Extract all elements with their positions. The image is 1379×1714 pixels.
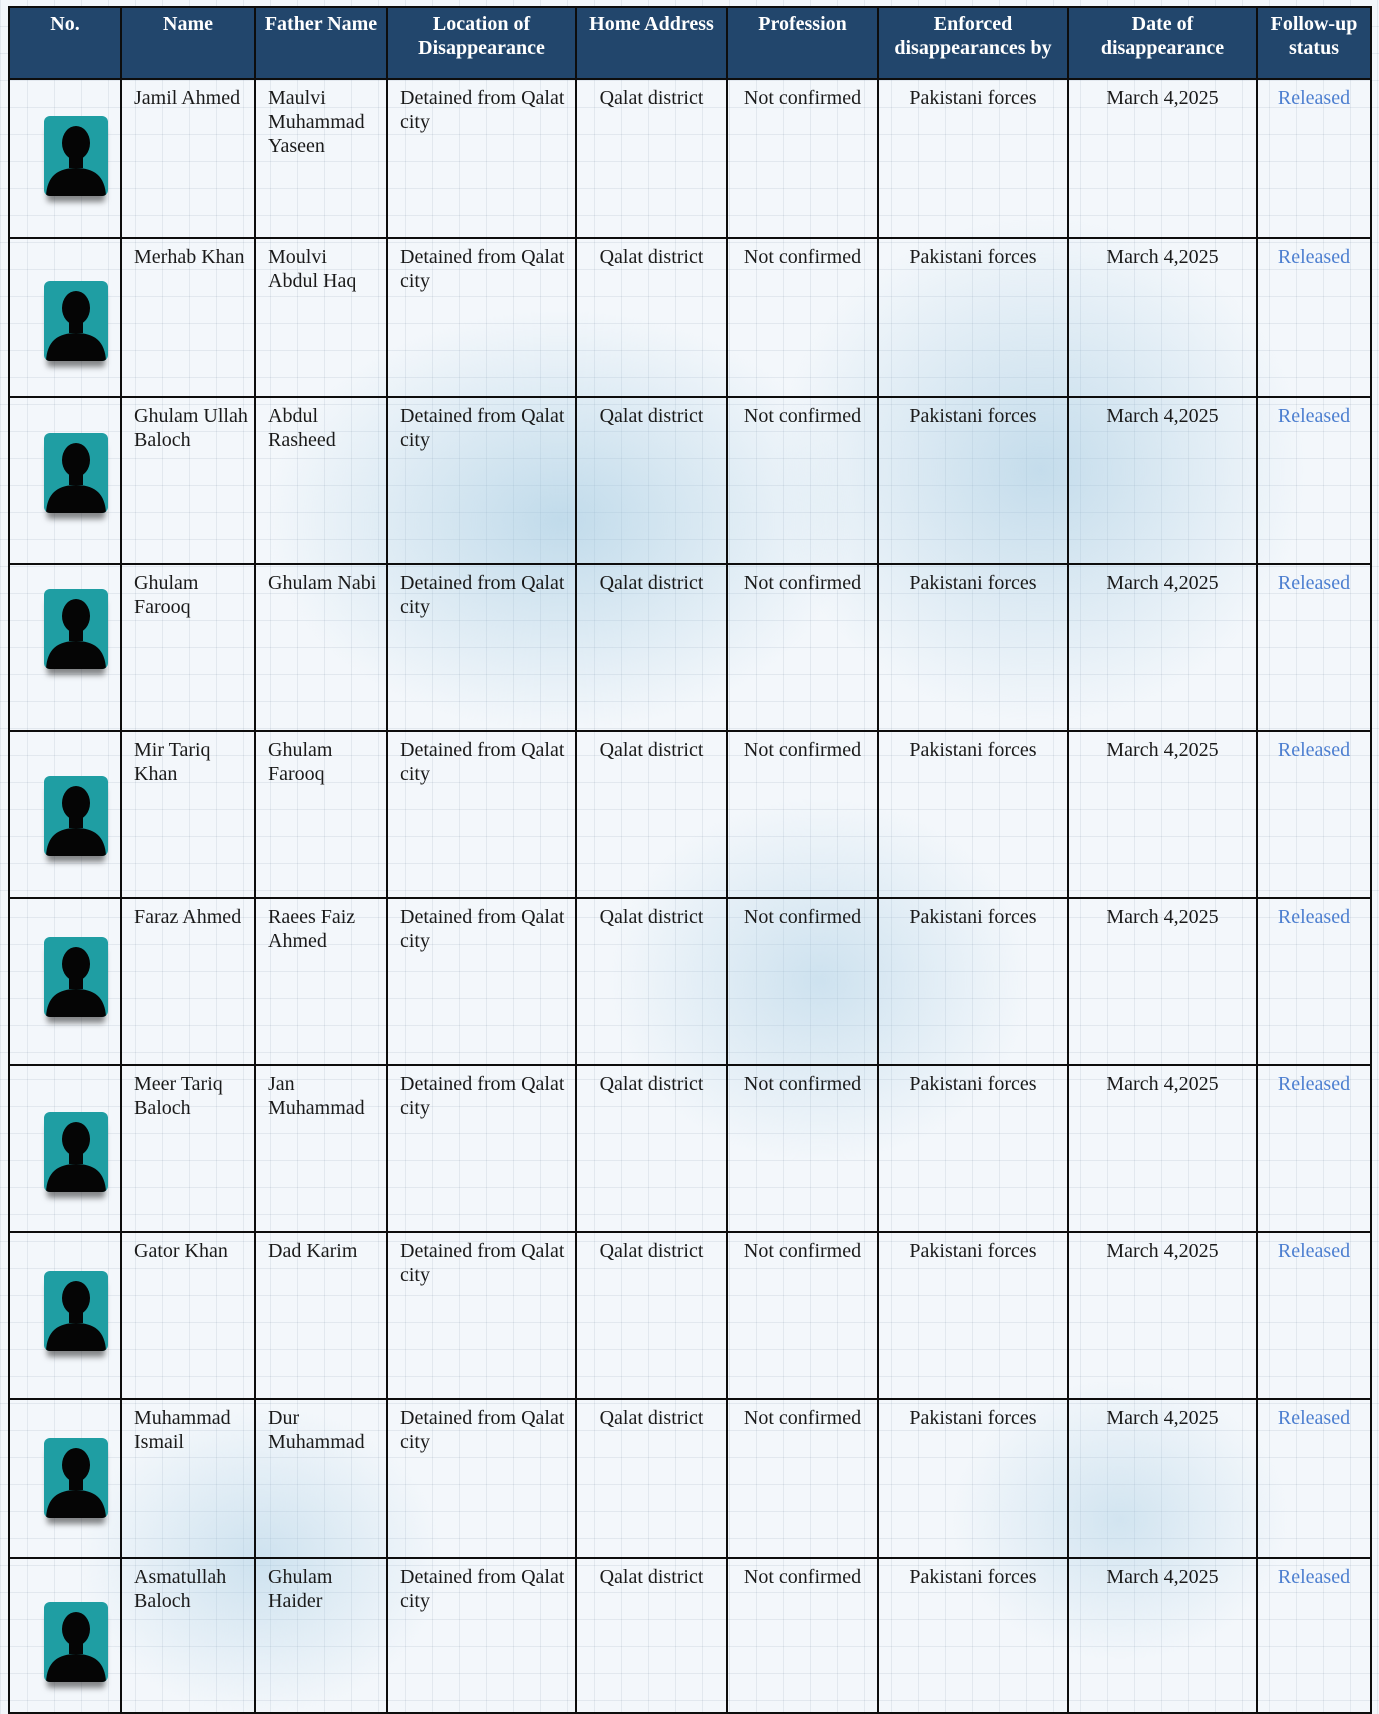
cell-status: Released xyxy=(1257,1558,1371,1713)
cell-no xyxy=(9,397,121,564)
avatar-silhouette-icon xyxy=(44,116,108,196)
cell-status: Released xyxy=(1257,79,1371,238)
table-row xyxy=(9,731,1371,898)
cell-home-address: Qalat district xyxy=(576,1399,727,1558)
table-row xyxy=(9,1065,1371,1232)
header-name: Name xyxy=(121,7,255,79)
cell-profession: Not confirmed xyxy=(727,1065,878,1232)
cell-date: March 4,2025 xyxy=(1068,1558,1257,1713)
avatar-silhouette-icon xyxy=(44,281,108,361)
cell-location: Detained from Qalat city xyxy=(387,79,576,238)
cell-no xyxy=(9,1399,121,1558)
cell-profession: Not confirmed xyxy=(727,238,878,397)
header-enforced-by: Enforced disappearances by xyxy=(878,7,1068,79)
cell-no xyxy=(9,564,121,731)
cell-name: Gator Khan xyxy=(121,1232,255,1399)
cell-home-address: Qalat district xyxy=(576,1232,727,1399)
table-row xyxy=(9,1558,1371,1713)
table-row xyxy=(9,79,1371,238)
cell-father-name: Dur Muhammad xyxy=(255,1399,387,1558)
cell-status: Released xyxy=(1257,397,1371,564)
cell-enforced-by: Pakistani forces xyxy=(878,1558,1068,1713)
cell-name: Faraz Ahmed xyxy=(121,898,255,1065)
cell-date: March 4,2025 xyxy=(1068,898,1257,1065)
cell-no xyxy=(9,238,121,397)
cell-location: Detained from Qalat city xyxy=(387,238,576,397)
cell-location: Detained from Qalat city xyxy=(387,731,576,898)
table-row xyxy=(9,564,1371,731)
header-date: Date of disappearance xyxy=(1068,7,1257,79)
cell-enforced-by: Pakistani forces xyxy=(878,238,1068,397)
cell-profession: Not confirmed xyxy=(727,397,878,564)
cell-date: March 4,2025 xyxy=(1068,238,1257,397)
table-row xyxy=(9,1399,1371,1558)
cell-status: Released xyxy=(1257,238,1371,397)
cell-no xyxy=(9,79,121,238)
cell-profession: Not confirmed xyxy=(727,731,878,898)
cell-location: Detained from Qalat city xyxy=(387,397,576,564)
disappearances-table xyxy=(8,6,1372,1714)
avatar-silhouette-icon xyxy=(44,1438,108,1518)
table-row xyxy=(9,238,1371,397)
avatar-silhouette-icon xyxy=(44,1271,108,1351)
cell-home-address: Qalat district xyxy=(576,898,727,1065)
cell-location: Detained from Qalat city xyxy=(387,1065,576,1232)
header-row xyxy=(9,7,1371,79)
cell-enforced-by: Pakistani forces xyxy=(878,1065,1068,1232)
cell-no xyxy=(9,898,121,1065)
cell-father-name: Maulvi Muhammad Yaseen xyxy=(255,79,387,238)
header-home-address: Home Address xyxy=(576,7,727,79)
cell-name: Ghulam Ullah Baloch xyxy=(121,397,255,564)
cell-profession: Not confirmed xyxy=(727,79,878,238)
cell-date: March 4,2025 xyxy=(1068,564,1257,731)
cell-location: Detained from Qalat city xyxy=(387,898,576,1065)
cell-home-address: Qalat district xyxy=(576,79,727,238)
avatar-silhouette-icon xyxy=(44,433,108,513)
cell-name: Jamil Ahmed xyxy=(121,79,255,238)
cell-father-name: Abdul Rasheed xyxy=(255,397,387,564)
avatar-silhouette-icon xyxy=(44,1112,108,1192)
cell-date: March 4,2025 xyxy=(1068,397,1257,564)
cell-location: Detained from Qalat city xyxy=(387,1232,576,1399)
cell-father-name: Ghulam Farooq xyxy=(255,731,387,898)
cell-profession: Not confirmed xyxy=(727,1558,878,1713)
cell-profession: Not confirmed xyxy=(727,1399,878,1558)
cell-status: Released xyxy=(1257,898,1371,1065)
cell-enforced-by: Pakistani forces xyxy=(878,1232,1068,1399)
cell-enforced-by: Pakistani forces xyxy=(878,898,1068,1065)
cell-date: March 4,2025 xyxy=(1068,731,1257,898)
cell-status: Released xyxy=(1257,1232,1371,1399)
cell-father-name: Ghulam Haider xyxy=(255,1558,387,1713)
cell-location: Detained from Qalat city xyxy=(387,564,576,731)
cell-status: Released xyxy=(1257,1065,1371,1232)
cell-father-name: Moulvi Abdul Haq xyxy=(255,238,387,397)
cell-profession: Not confirmed xyxy=(727,1232,878,1399)
cell-father-name: Ghulam Nabi xyxy=(255,564,387,731)
cell-no xyxy=(9,1558,121,1713)
header-status: Follow-up status xyxy=(1257,7,1371,79)
cell-name: Ghulam Farooq xyxy=(121,564,255,731)
avatar-silhouette-icon xyxy=(44,937,108,1017)
cell-enforced-by: Pakistani forces xyxy=(878,1399,1068,1558)
cell-no xyxy=(9,1232,121,1399)
cell-name: Merhab Khan xyxy=(121,238,255,397)
header-father-name: Father Name xyxy=(255,7,387,79)
cell-profession: Not confirmed xyxy=(727,564,878,731)
cell-enforced-by: Pakistani forces xyxy=(878,564,1068,731)
cell-status: Released xyxy=(1257,731,1371,898)
table-row xyxy=(9,898,1371,1065)
cell-date: March 4,2025 xyxy=(1068,1232,1257,1399)
cell-date: March 4,2025 xyxy=(1068,79,1257,238)
cell-no xyxy=(9,731,121,898)
cell-enforced-by: Pakistani forces xyxy=(878,731,1068,898)
cell-date: March 4,2025 xyxy=(1068,1399,1257,1558)
cell-name: Asmatullah Baloch xyxy=(121,1558,255,1713)
cell-no xyxy=(9,1065,121,1232)
header-location: Location of Disappearance xyxy=(387,7,576,79)
cell-location: Detained from Qalat city xyxy=(387,1399,576,1558)
cell-enforced-by: Pakistani forces xyxy=(878,397,1068,564)
avatar-silhouette-icon xyxy=(44,1602,108,1682)
cell-status: Released xyxy=(1257,1399,1371,1558)
cell-profession: Not confirmed xyxy=(727,898,878,1065)
cell-name: Muhammad Ismail xyxy=(121,1399,255,1558)
cell-date: March 4,2025 xyxy=(1068,1065,1257,1232)
cell-location: Detained from Qalat city xyxy=(387,1558,576,1713)
cell-name: Meer Tariq Baloch xyxy=(121,1065,255,1232)
cell-name: Mir Tariq Khan xyxy=(121,731,255,898)
cell-father-name: Raees Faiz Ahmed xyxy=(255,898,387,1065)
avatar-silhouette-icon xyxy=(44,589,108,669)
cell-father-name: Dad Karim xyxy=(255,1232,387,1399)
cell-home-address: Qalat district xyxy=(576,564,727,731)
cell-home-address: Qalat district xyxy=(576,1065,727,1232)
cell-home-address: Qalat district xyxy=(576,731,727,898)
cell-father-name: Jan Muhammad xyxy=(255,1065,387,1232)
cell-status: Released xyxy=(1257,564,1371,731)
table-row xyxy=(9,1232,1371,1399)
header-no: No. xyxy=(9,7,121,79)
cell-enforced-by: Pakistani forces xyxy=(878,79,1068,238)
cell-home-address: Qalat district xyxy=(576,238,727,397)
avatar-silhouette-icon xyxy=(44,776,108,856)
cell-home-address: Qalat district xyxy=(576,397,727,564)
table-row xyxy=(9,397,1371,564)
header-profession: Profession xyxy=(727,7,878,79)
cell-home-address: Qalat district xyxy=(576,1558,727,1713)
